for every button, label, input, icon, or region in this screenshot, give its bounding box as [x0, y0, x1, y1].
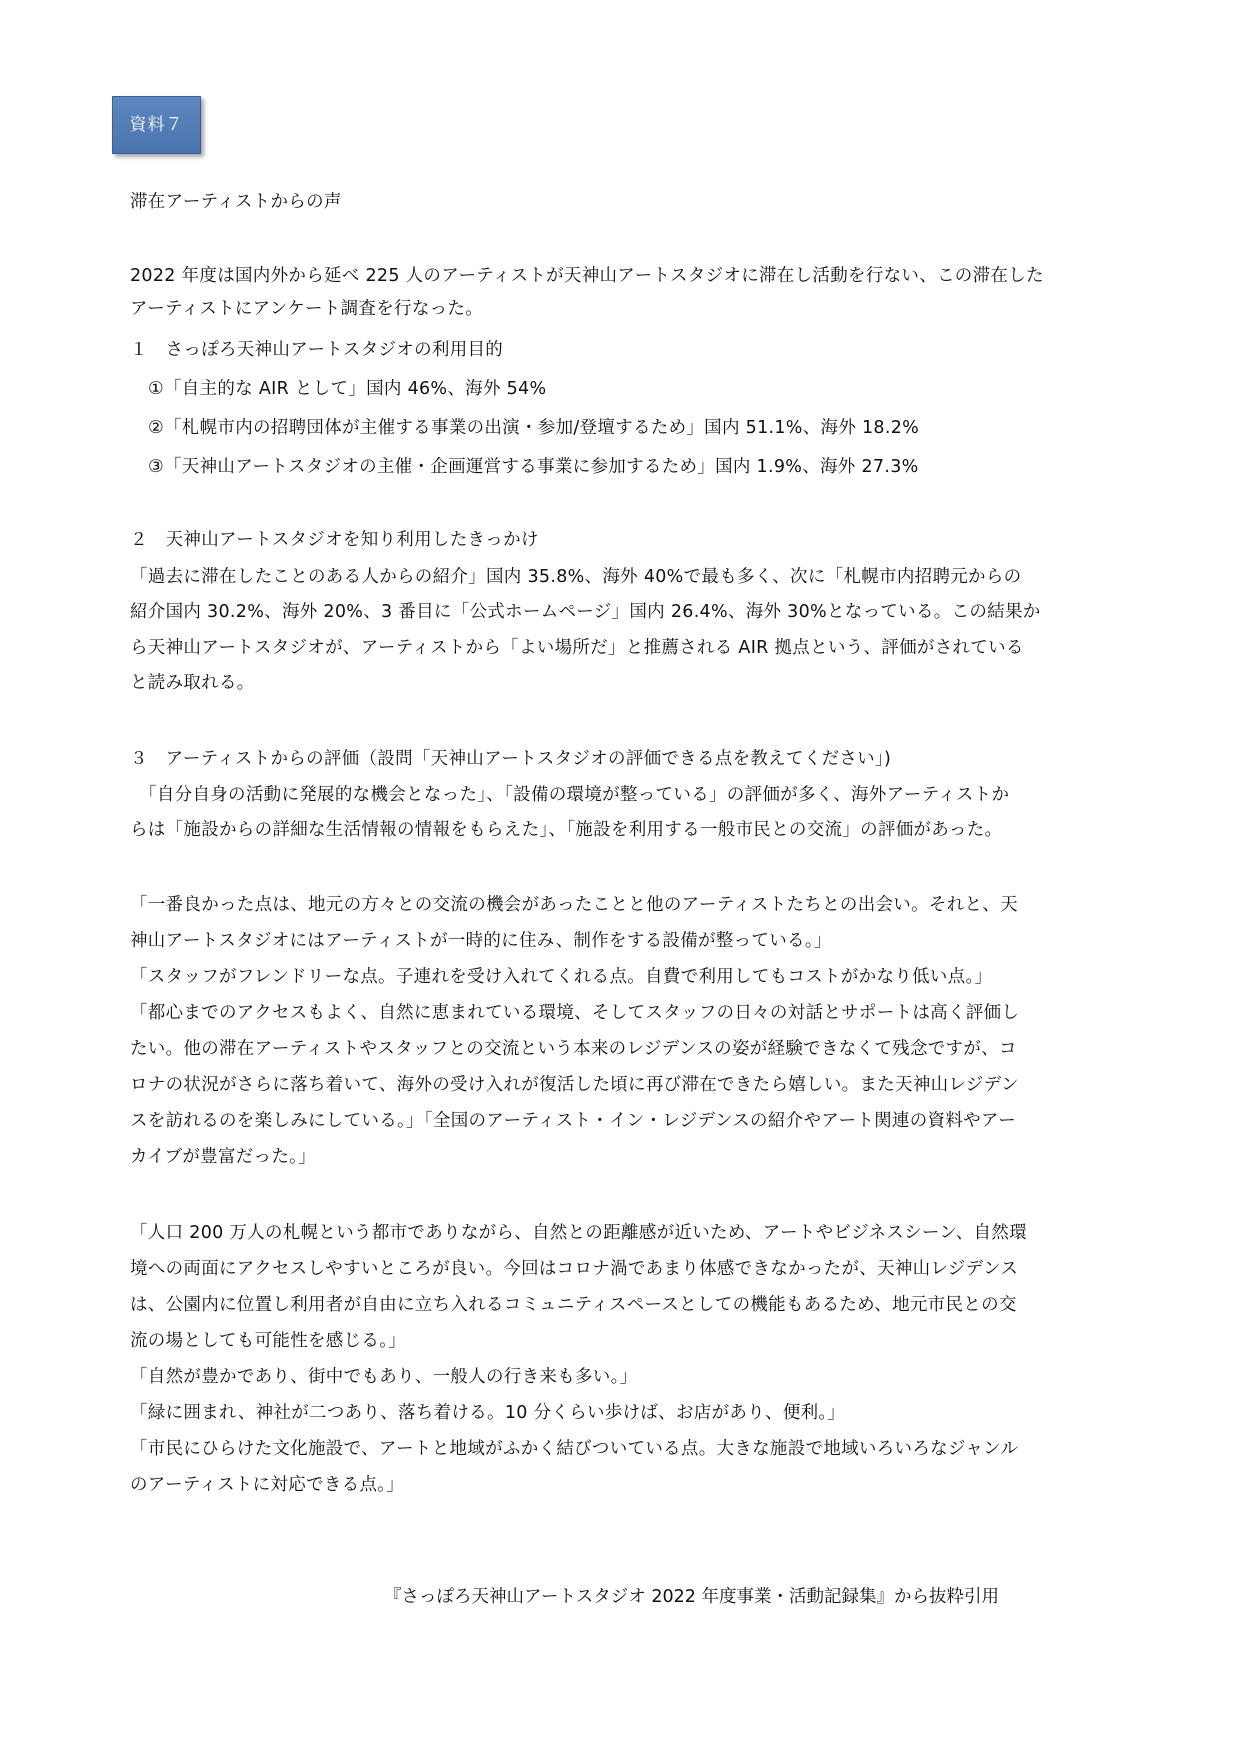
- quote-b-line-7: 「市民にひらけた文化施設で、アートと地域がふかく結びついている点。大きな施設で地域いろいろなジャンル: [130, 1439, 1019, 1459]
- quote-b-line-4: 流の場としても可能性を感じる。」: [130, 1331, 407, 1351]
- section1-item-3: ③「天神山アートスタジオの主催・企画運営する事業に参加するため」国内 1.9%、海外 27.3%: [148, 457, 919, 477]
- quote-a-line-8: カイブが豊富だった。」: [130, 1147, 316, 1167]
- quote-a-line-6: ロナの状況がさらに落ち着いて、海外の受け入れが復活した頃に再び滞在できたら嬉しい。また天神山レジデン: [130, 1075, 1019, 1095]
- section3-summary-1: 「自分自身の活動に発展的な機会となった」、「設備の環境が整っている」の評価が多く、海外アーティストか: [130, 785, 1010, 805]
- section2-line-1: 「過去に滞在したことのある人からの紹介」国内 35.8%、海外 40%で最も多く、次に「札幌市内招聘元からの: [130, 567, 1022, 587]
- section2-line-3: ら天神山アートスタジオが、アーティストから「よい場所だ」と推薦される AIR 拠点という、評価がされている: [130, 638, 1024, 658]
- quote-a-line-1: 「一番良かった点は、地元の方々との交流の機会があったことと他のアーティストたちとの出会い。それと、天: [130, 895, 1018, 915]
- quote-b-line-1: 「人口 200 万人の札幌という都市でありながら、自然との距離感が近いため、アートやビジネスシーン、自然環: [130, 1223, 1027, 1243]
- quote-a-line-5: たい。他の滞在アーティストやスタッフとの交流という本来のレジデンスの姿が経験できなくて残念ですが、コ: [130, 1039, 1017, 1059]
- quote-b-line-6: 「緑に囲まれ、神社が二つあり、落ち着ける。10 分くらい歩けば、お店があり、便利。」: [130, 1403, 846, 1423]
- document-label-badge: 資料７: [112, 96, 201, 154]
- quote-a-line-3: 「スタッフがフレンドリーな点。子連れを受け入れてくれる点。自費で利用してもコストがかなり低い点。」: [130, 967, 993, 987]
- quote-b-line-8: のアーティストに対応できる点。」: [130, 1475, 405, 1495]
- intro-line-2: アーティストにアンケート調査を行なった。: [130, 299, 484, 319]
- document-title: 滞在アーティストからの声: [130, 192, 342, 212]
- quote-a-line-2: 神山アートスタジオにはアーティストが一時的に住み、制作をする設備が整っている。」: [130, 931, 832, 951]
- section3-summary-2: らは「施設からの詳細な生活情報の情報をもらえた」、「施設を利用する一般市民との交流」の評価があった。: [130, 820, 1003, 840]
- intro-line-1: 2022 年度は国内外から延べ 225 人のアーティストが天神山アートスタジオに滞在し活動を行ない、この滞在した: [130, 266, 1044, 286]
- quote-a-line-7: スを訪れるのを楽しみにしている。」「全国のアーティスト・イン・レジデンスの紹介やアート関連の資料やアー: [130, 1111, 1017, 1131]
- quote-b-line-5: 「自然が豊かであり、街中でもあり、一般人の行き来も多い。」: [130, 1367, 638, 1387]
- section2-heading: ２ 天神山アートスタジオを知り利用したきっかけ: [130, 530, 539, 550]
- section2-line-2: 紹介国内 30.2%、海外 20%、3 番目に「公式ホームページ」国内 26.4%、海外 30%となっている。この結果か: [130, 602, 1041, 622]
- source-citation: 『さっぽろ天神山アートスタジオ 2022 年度事業・活動記録集』から抜粋引用: [384, 1587, 999, 1607]
- quote-a-line-4: 「都心までのアクセスもよく、自然に恵まれている環境、そしてスタッフの日々の対話とサポートは高く評価し: [130, 1003, 1020, 1023]
- section2-line-4: と読み取れる。: [130, 673, 255, 693]
- quote-b-line-2: 境への両面にアクセスしやすいところが良い。今回はコロナ渦であまり体感できなかったが、天神山レジデンス: [130, 1259, 1019, 1279]
- quote-b-line-3: は、公園内に位置し利用者が自由に立ち入れるコミュニティスペースとしての機能もあるため、地元市民との交: [130, 1295, 1017, 1315]
- section1-heading: １ さっぽろ天神山アートスタジオの利用目的: [130, 340, 504, 360]
- section1-item-1: ①「自主的な AIR として」国内 46%、海外 54%: [148, 379, 547, 399]
- section1-item-2: ②「札幌市内の招聘団体が主催する事業の出演・参加/登壇するため」国内 51.1%、海外 18.2%: [148, 418, 920, 438]
- section3-heading: ３ アーティストからの評価（設問「天神山アートスタジオの評価できる点を教えてください」): [130, 749, 892, 769]
